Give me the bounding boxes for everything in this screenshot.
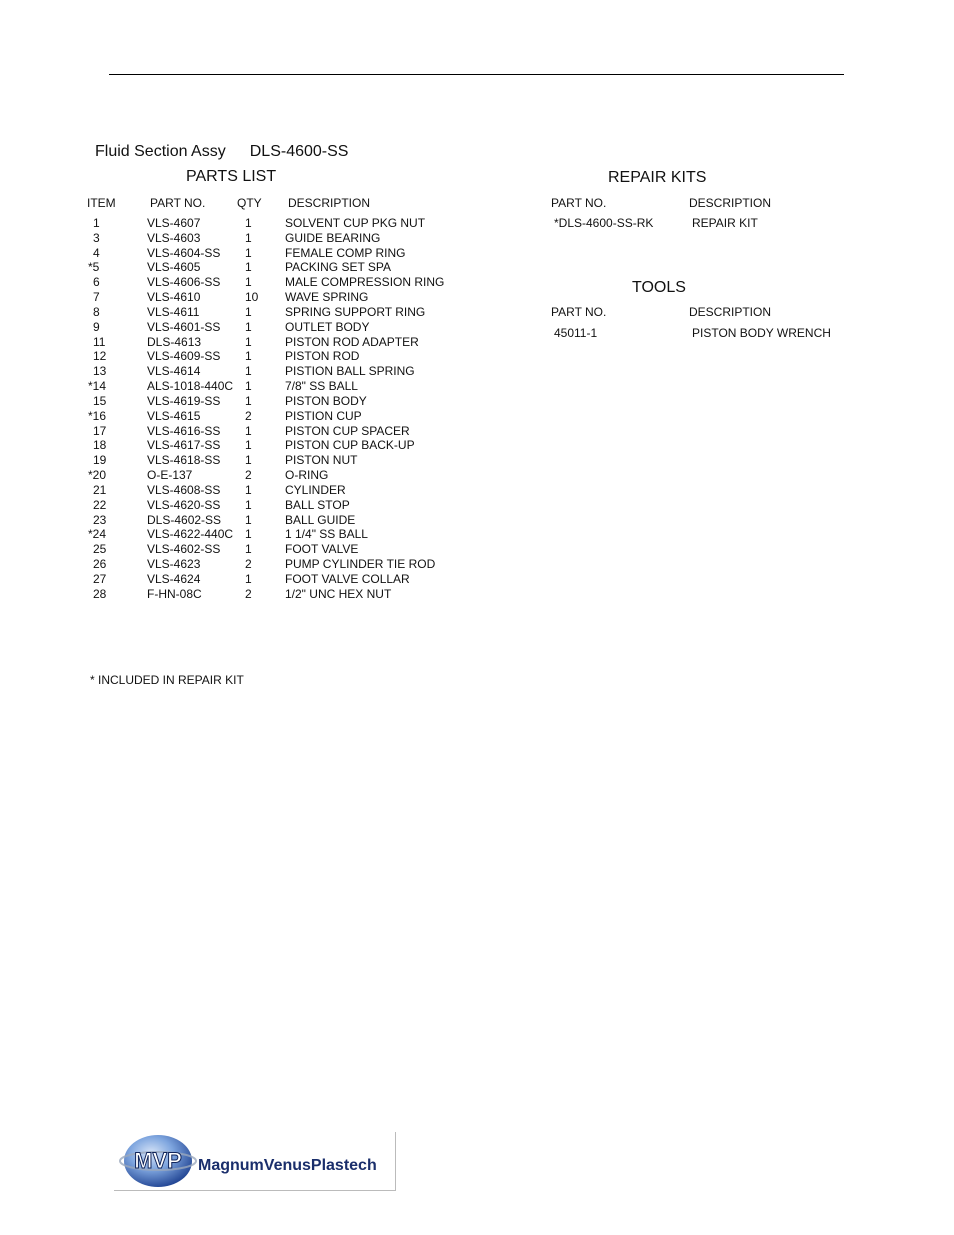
cell-part-number: VLS-4617-SS [147, 438, 221, 452]
tools-col-description: DESCRIPTION [689, 305, 772, 319]
tool-description: PISTON BODY WRENCH [692, 326, 831, 340]
cell-item-number: 28 [93, 587, 107, 601]
cell-part-number: VLS-4609-SS [147, 349, 221, 363]
cell-part-number: VLS-4622-440C [147, 527, 234, 541]
cell-part-number: VLS-4602-SS [147, 542, 221, 556]
cell-part-number: DLS-4613 [147, 335, 202, 349]
company-logo [114, 1132, 396, 1191]
cell-part-number: VLS-4607 [147, 216, 201, 230]
cell-quantity: 1 [245, 335, 252, 349]
cell-item-number: *5 [88, 260, 100, 274]
header-rule [109, 74, 844, 75]
cell-quantity: 2 [245, 468, 252, 482]
logo-company-name: MagnumVenusPlastech [198, 1157, 377, 1174]
cell-description: 1 1/4" SS BALL [285, 527, 368, 541]
cell-quantity: 1 [245, 275, 252, 289]
cell-description: PISTION CUP [285, 409, 362, 423]
mvp-logo-graphic [114, 1132, 396, 1191]
cell-part-number: ALS-1018-440C [147, 379, 234, 393]
cell-item-number: 11 [93, 335, 106, 349]
assembly-title [95, 143, 348, 161]
cell-quantity: 1 [245, 320, 252, 334]
col-header-item: ITEM [87, 196, 116, 210]
repair-kits-col-description: DESCRIPTION [689, 196, 772, 210]
col-header-description: DESCRIPTION [288, 196, 371, 210]
cell-description: BALL GUIDE [285, 513, 356, 527]
cell-item-number: *16 [88, 409, 107, 423]
cell-item-number: 22 [93, 498, 107, 512]
cell-item-number: 27 [93, 572, 107, 586]
cell-description: PUMP CYLINDER TIE ROD [285, 557, 436, 571]
cell-description: FEMALE COMP RING [285, 246, 406, 260]
cell-quantity: 1 [245, 527, 252, 541]
cell-item-number: 17 [93, 424, 107, 438]
cell-description: 1/2" UNC HEX NUT [285, 587, 392, 601]
cell-quantity: 1 [245, 424, 252, 438]
cell-description: BALL STOP [285, 498, 350, 512]
cell-quantity: 1 [245, 260, 252, 274]
cell-part-number: VLS-4614 [147, 364, 201, 378]
cell-part-number: VLS-4611 [147, 305, 200, 319]
cell-quantity: 2 [245, 409, 252, 423]
cell-quantity: 1 [245, 572, 252, 586]
cell-part-number: VLS-4619-SS [147, 394, 221, 408]
cell-item-number: 1 [93, 216, 100, 230]
cell-item-number: 8 [93, 305, 100, 319]
cell-quantity: 1 [245, 379, 252, 393]
cell-item-number: 25 [93, 542, 107, 556]
cell-quantity: 1 [245, 483, 252, 497]
cell-description: PISTON ROD ADAPTER [285, 335, 419, 349]
cell-description: MALE COMPRESSION RING [285, 275, 445, 289]
cell-description: CYLINDER [285, 483, 346, 497]
cell-item-number: 15 [93, 394, 107, 408]
cell-quantity: 1 [245, 513, 252, 527]
cell-description: FOOT VALVE [285, 542, 359, 556]
cell-part-number: VLS-4624 [147, 572, 201, 586]
repair-kits-col-part-no: PART NO. [551, 196, 607, 210]
cell-item-number: 6 [93, 275, 100, 289]
tools-heading: TOOLS [632, 279, 686, 296]
cell-quantity: 1 [245, 231, 252, 245]
assembly-part-number: DLS-4600-SS [249, 143, 349, 160]
cell-quantity: 1 [245, 394, 252, 408]
tools-col-part-no: PART NO. [551, 305, 607, 319]
cell-description: PISTON NUT [285, 453, 358, 467]
cell-description: WAVE SPRING [285, 290, 369, 304]
cell-quantity: 10 [245, 290, 259, 304]
logo-initials: MVP [134, 1148, 182, 1173]
cell-part-number: VLS-4623 [147, 557, 201, 571]
parts-list-heading: PARTS LIST [186, 168, 277, 185]
cell-part-number: VLS-4615 [147, 409, 201, 423]
cell-part-number: DLS-4602-SS [147, 513, 222, 527]
cell-description: O-RING [285, 468, 329, 482]
cell-item-number: 26 [93, 557, 107, 571]
repair-kits-heading: REPAIR KITS [608, 169, 707, 186]
repair-kit-footnote: * INCLUDED IN REPAIR KIT [90, 673, 244, 687]
cell-quantity: 1 [245, 364, 252, 378]
cell-description: SOLVENT CUP PKG NUT [285, 216, 426, 230]
tool-part-no: 45011-1 [554, 326, 598, 340]
cell-item-number: 7 [93, 290, 100, 304]
cell-item-number: 18 [93, 438, 107, 452]
cell-part-number: VLS-4620-SS [147, 498, 221, 512]
cell-part-number: VLS-4616-SS [147, 424, 221, 438]
cell-item-number: *14 [88, 379, 107, 393]
cell-quantity: 1 [245, 246, 252, 260]
cell-item-number: 9 [93, 320, 100, 334]
cell-description: PISTON ROD [285, 349, 360, 363]
cell-part-number: VLS-4608-SS [147, 483, 221, 497]
cell-description: GUIDE BEARING [285, 231, 381, 245]
cell-description: SPRING SUPPORT RING [285, 305, 426, 319]
cell-item-number: *24 [88, 527, 107, 541]
repair-kit-part-no: *DLS-4600-SS-RK [554, 216, 654, 230]
cell-part-number: VLS-4618-SS [147, 453, 221, 467]
cell-part-number: VLS-4601-SS [147, 320, 221, 334]
col-header-part-no: PART NO. [150, 196, 206, 210]
cell-quantity: 2 [245, 587, 252, 601]
cell-item-number: 4 [93, 246, 100, 260]
cell-description: FOOT VALVE COLLAR [285, 572, 410, 586]
cell-description: PACKING SET SPA [285, 260, 392, 274]
repair-kit-description: REPAIR KIT [692, 216, 758, 230]
cell-description: PISTON CUP SPACER [285, 424, 410, 438]
cell-description: PISTION BALL SPRING [285, 364, 415, 378]
cell-quantity: 1 [245, 349, 252, 363]
cell-item-number: *20 [88, 468, 107, 482]
cell-item-number: 12 [93, 349, 107, 363]
cell-item-number: 3 [93, 231, 100, 245]
cell-description: PISTON CUP BACK-UP [285, 438, 415, 452]
cell-part-number: VLS-4604-SS [147, 246, 221, 260]
cell-quantity: 1 [245, 498, 252, 512]
cell-description: PISTON BODY [285, 394, 367, 408]
cell-item-number: 21 [93, 483, 107, 497]
cell-description: 7/8" SS BALL [285, 379, 358, 393]
cell-part-number: VLS-4603 [147, 231, 201, 245]
cell-item-number: 23 [93, 513, 107, 527]
cell-description: OUTLET BODY [285, 320, 370, 334]
cell-part-number: F-HN-08C [147, 587, 202, 601]
cell-part-number: VLS-4606-SS [147, 275, 221, 289]
cell-quantity: 1 [245, 453, 252, 467]
cell-quantity: 1 [245, 305, 252, 319]
cell-quantity: 1 [245, 438, 252, 452]
cell-part-number: VLS-4610 [147, 290, 201, 304]
cell-item-number: 19 [93, 453, 107, 467]
cell-quantity: 1 [245, 216, 252, 230]
cell-quantity: 1 [245, 542, 252, 556]
assembly-label: Fluid Section Assy [95, 143, 226, 160]
cell-part-number: O-E-137 [147, 468, 193, 482]
cell-quantity: 2 [245, 557, 252, 571]
cell-part-number: VLS-4605 [147, 260, 201, 274]
col-header-qty: QTY [237, 196, 262, 210]
cell-item-number: 13 [93, 364, 107, 378]
